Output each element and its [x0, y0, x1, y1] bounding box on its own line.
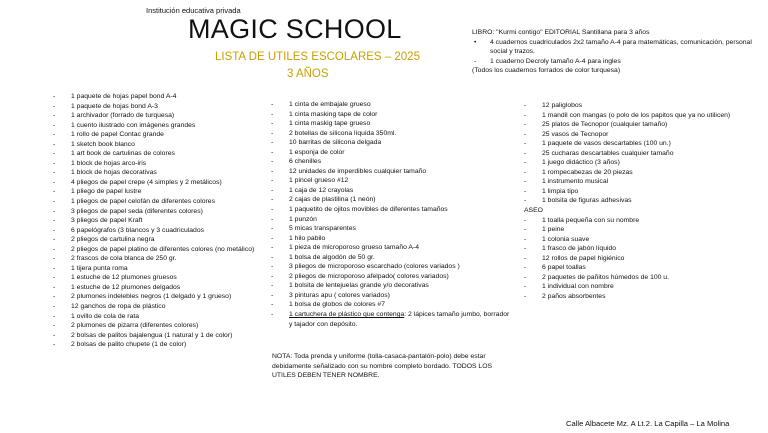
list-item-text: 1 colonia suave [542, 235, 590, 243]
bullet-marker: - [271, 282, 274, 290]
list-item-text: 2 bolsas de palito chupete (1 de color) [71, 341, 187, 349]
list-item [53, 149, 273, 159]
supplies-column-3 [524, 101, 744, 301]
list-item-text: 2 paños absorbentes [542, 292, 606, 300]
list-item-text: 1 paquete de vasos descartables (100 un.) [542, 140, 671, 148]
list-item [271, 176, 513, 186]
bullet-marker: - [53, 150, 56, 158]
list-item-text: 3 pinturas apu ( colores variados) [289, 291, 390, 299]
list-item-text: 12 rollos de papel higiénico [542, 254, 625, 262]
list-item-text: 2 pliegos de papel platino de diferentes colores (no metálico) [71, 245, 255, 253]
list-item-text: 1 cuento ilustrado con imágenes grandes [71, 121, 196, 129]
list-item-text: 1 caja de 12 crayolas [289, 186, 354, 194]
list-item-text: 2 bolsas de palitos bajalengua (1 natural y 1 de color) [71, 331, 233, 339]
list-item-text: 1 block de hojas decorativas [71, 169, 157, 177]
bullet-marker: - [53, 207, 56, 215]
list-item [524, 101, 744, 111]
list-item [271, 262, 513, 272]
bullet-marker: - [524, 168, 527, 176]
bullet-marker: - [524, 226, 527, 234]
list-item-text: 25 cucharas descartables cualquier tamaño [542, 149, 674, 157]
bullet-marker: - [524, 283, 527, 291]
book-item-text: 4 cuadernos cuadriculados 2x2 tamaño A-4 para matemáticas, comunicación, personal social y trazos. [490, 38, 752, 56]
aseo-item [524, 263, 744, 273]
supplies-column-2 [271, 100, 513, 329]
list-item-text: 25 vasos de Tecnopor [542, 130, 609, 138]
list-item-text: 1 frasco de jabón líquido [542, 245, 617, 253]
book-item [472, 38, 762, 57]
list-item [524, 158, 744, 168]
list-item [271, 195, 513, 205]
book-footer-note: (Todos los cuadernos forrados de color turquesa) [472, 67, 621, 75]
bullet-marker: - [53, 169, 56, 177]
book-section [472, 28, 762, 76]
bullet-marker: - [271, 206, 274, 214]
list-item-text: 1 juego didáctico (3 años) [542, 159, 620, 167]
bullet-marker: - [271, 101, 274, 108]
list-item [53, 216, 273, 226]
bullet-marker: - [53, 102, 56, 110]
list-item [524, 130, 744, 140]
list-item [271, 186, 513, 196]
list-item [271, 291, 513, 301]
bullet-marker: - [53, 274, 56, 282]
list-item [53, 92, 273, 102]
list-item-text: 1 peine [542, 226, 565, 234]
list-item [524, 120, 744, 130]
list-item-text: 6 papelógrafos (3 blancos y 3 cuadriculados [71, 226, 205, 234]
bullet-marker: - [271, 215, 274, 223]
list-item [53, 321, 273, 331]
aseo-item [524, 244, 744, 254]
bullet-marker: - [271, 263, 274, 271]
bullet-marker: - [271, 120, 274, 128]
list-item [271, 272, 513, 282]
bullet-marker: - [53, 112, 56, 120]
bullet-marker: - [53, 331, 56, 339]
list-item-text: 1 estuche de 12 plumones delgados [71, 283, 181, 291]
list-item-text: 1 individual con nombre [542, 283, 614, 291]
list-item [524, 111, 744, 121]
bullet-marker: - [53, 293, 56, 301]
list-item [271, 281, 513, 291]
list-item [53, 302, 273, 312]
list-item-text: 1 paquete de hojas bond A-3 [71, 102, 158, 110]
list-item [271, 148, 513, 158]
bullet-marker: - [524, 159, 527, 167]
bullet-marker: - [53, 131, 56, 139]
list-item [524, 149, 744, 159]
note-text: NOTA: Toda prenda y uniforme (tolla-casaca-pantalón-polo) debe estar debidamente señalizado con su nombre completo bordado. TODOS LOS UTILES DEBEN TENER NOMBRE. [272, 353, 493, 380]
list-item-text: 1 punzón [289, 215, 317, 223]
bullet-marker: - [524, 273, 527, 281]
list-item [524, 168, 744, 178]
list-item-text: 25 platos de Tecnopor (cualquier tamaño) [542, 121, 668, 129]
list-item-text: 1 bolsita de figuras adhesivas [542, 197, 632, 205]
bullet-marker: - [271, 139, 274, 147]
list-item-text: 1 pieza de microporoso grueso tamaño A-4 [289, 244, 419, 252]
list-item-text: 1 estuche de 12 plumones gruesos [71, 274, 177, 282]
pencil-case-label: 1 cartuchera de plástico que contenga [289, 311, 405, 319]
list-item [271, 300, 513, 310]
aseo-heading: ASEO [524, 207, 543, 215]
list-item-text: 1 paquete de hojas papel bond A-4 [71, 93, 177, 100]
bullet-marker: - [524, 292, 527, 300]
bullet-marker: - [524, 111, 527, 119]
list-item [53, 187, 273, 197]
list-item [53, 178, 273, 188]
list-item [53, 312, 273, 322]
list-item [53, 254, 273, 264]
list-item-text: 1 limpia tipo [542, 187, 579, 195]
bullet-marker: - [53, 178, 56, 186]
book-item-text: 1 cuaderno Decroly tamaño A-4 para ingles [490, 57, 621, 65]
list-item-text: 1 bolsa de globos de colores #7 [289, 301, 385, 309]
aseo-item [524, 225, 744, 235]
bullet-marker: - [271, 129, 274, 137]
list-item [53, 264, 273, 274]
bullet-marker: - [271, 311, 274, 319]
list-item [53, 121, 273, 131]
list-item-text: 1 rompecabezas de 20 piezas [542, 168, 633, 176]
list-item [271, 234, 513, 244]
list-item-text: 1 art book de cartulinas de colores [71, 150, 175, 158]
bullet-marker: - [271, 301, 274, 309]
list-item-text: 6 papel toallas [542, 264, 586, 272]
list-item [53, 340, 273, 350]
list-item-text: 1 tijera punta roma [71, 264, 128, 272]
list-item-text: 2 cajas de plastilina (1 neón) [289, 196, 376, 204]
list-item [271, 224, 513, 234]
aseo-item [524, 282, 744, 292]
bullet-marker: - [524, 245, 527, 253]
list-item-text: 10 barritas de silicona delgada [289, 139, 382, 147]
bullet-marker: - [524, 140, 527, 148]
bullet-marker: - [524, 187, 527, 195]
list-item-text: 1 mandil con mangas (o polo de los papitos que ya no utilicen) [542, 111, 731, 119]
bullet-marker: - [53, 159, 56, 167]
bullet-marker: - [53, 341, 56, 349]
bullet-marker: - [524, 264, 527, 272]
list-item-text: 1 pincel grueso #12 [289, 177, 349, 185]
bullet-marker: - [271, 291, 274, 299]
list-item [53, 207, 273, 217]
list-item-text: 4 pliegos de papel crepe (4 simples y 2 metálicos) [71, 178, 222, 186]
list-item-text: 2 frascos de cola blanca de 250 gr. [71, 255, 177, 263]
list-item-text: 2 pliegos de microporoso afelpado( colores variados) [289, 272, 449, 280]
bullet-marker: - [271, 177, 274, 185]
list-item [53, 226, 273, 236]
bullet-marker: - [53, 217, 56, 225]
bullet-marker: - [53, 93, 56, 100]
bullet-marker: - [524, 149, 527, 157]
list-item [271, 205, 513, 215]
list-item [53, 331, 273, 341]
list-item [524, 177, 744, 187]
book-title: LIBRO: "Kurmi contigo" EDITORIAL Santillana para 3 años [472, 29, 650, 36]
list-item-text: 1 instrumento musical [542, 178, 609, 186]
aseo-item [524, 235, 744, 245]
bullet-marker: - [53, 236, 56, 244]
bullet-marker: - [271, 225, 274, 233]
list-item [53, 197, 273, 207]
list-item-text: 1 cinta de embajale grueso [289, 101, 371, 108]
list-item-text: 12 paliglobos [542, 102, 583, 109]
bullet-marker: - [53, 264, 56, 272]
list-item-text: 1 ovillo de cola de rata [71, 312, 140, 320]
list-item [524, 139, 744, 149]
list-item [271, 110, 513, 120]
list-item [271, 119, 513, 129]
bullet-marker: - [524, 178, 527, 186]
list-item-text: 1 pliegos de papel celofán de diferentes colores [71, 198, 215, 206]
list-item-text: 2 botellas de silicona líquida 350ml. [289, 129, 397, 137]
school-address: Calle Albacete Mz. A Lt.2. La Capilla – La Molina [566, 419, 730, 428]
list-item [271, 215, 513, 225]
list-item-text: 3 pliegos de papel Kraft [71, 217, 143, 225]
bullet-marker: - [524, 254, 527, 262]
pencil-case-contents: : 2 lápices tamaño jumbo, borrador y tajador con depósito. [289, 311, 510, 328]
list-item-text: 2 plumones de pizarra (diferentes colores) [71, 322, 199, 330]
list-item [271, 157, 513, 167]
list-item-text: 1 sketch book blanco [71, 140, 135, 148]
aseo-item [524, 216, 744, 226]
list-item [271, 167, 513, 177]
list-item [271, 129, 513, 139]
aseo-item [524, 273, 744, 283]
list-item-text: 3 pliegos de microporoso escarchado (colores variados ) [289, 263, 460, 271]
bullet-marker: - [524, 197, 527, 205]
list-item-text: 1 cinta masking tape de color [289, 110, 378, 118]
list-item [53, 102, 273, 112]
bullet-marker: - [271, 234, 274, 242]
bullet-marker: - [53, 140, 56, 148]
bullet-marker: - [53, 245, 56, 253]
list-item [271, 243, 513, 253]
list-item-text: 1 esponja de color [289, 148, 345, 156]
bullet-marker: - [474, 57, 477, 65]
book-item [472, 57, 762, 67]
bullet-marker: - [524, 121, 527, 129]
list-item-text: 1 archivador (forrado de turquesa) [71, 112, 175, 120]
list-item [271, 253, 513, 263]
list-item-text: 1 block de hojas arco-iris [71, 159, 147, 167]
bullet-marker: - [53, 255, 56, 263]
list-item [53, 111, 273, 121]
bullet-marker: - [53, 312, 56, 320]
aseo-item [524, 292, 744, 302]
page-title: MAGIC SCHOOL [188, 14, 402, 44]
institution-label: Institución educativa privada [146, 6, 241, 15]
list-item-text: 1 bolsa de algodón de 50 gr. [289, 253, 375, 261]
bullet-marker: - [53, 226, 56, 234]
list-item [53, 140, 273, 150]
list-item [271, 310, 513, 329]
list-item-text: 12 unidades de imperdibles cualquier tamaño [289, 167, 427, 175]
list-item-text: 3 pliegos de papel seda (diferentes colores) [71, 207, 203, 215]
bullet-marker: - [271, 158, 274, 166]
bullet-marker: • [474, 38, 477, 46]
list-item-text: 5 micas transparentes [289, 225, 356, 233]
bullet-marker: - [271, 272, 274, 280]
bullet-marker: - [271, 196, 274, 204]
list-item-text: 1 rollo de papel Contac grande [71, 131, 164, 139]
list-item-text: 1 paquetito de ojitos movibles de diferentes tamaños [289, 206, 448, 214]
list-item [53, 168, 273, 178]
list-item-text: 1 bolsita de lentejuelas grande y/o decorativas [289, 282, 429, 290]
bullet-marker: - [53, 322, 56, 330]
bullet-marker: - [271, 167, 274, 175]
list-item [53, 245, 273, 255]
bullet-marker: - [524, 102, 527, 109]
list-item [524, 196, 744, 206]
bullet-marker: - [271, 186, 274, 194]
list-item [53, 292, 273, 302]
list-item-text: 1 toalla pequeña con su nombre [542, 216, 640, 224]
bullet-marker: - [53, 198, 56, 206]
list-item [53, 273, 273, 283]
bullet-marker: - [271, 110, 274, 118]
bullet-marker: - [53, 283, 56, 291]
list-item [271, 138, 513, 148]
list-subtitle: LISTA DE UTILES ESCOLARES – 2025 [215, 51, 420, 63]
bullet-marker: - [53, 121, 56, 129]
list-item-text: 2 plumones indelebles negros (1 delgado y 1 grueso) [71, 293, 232, 301]
list-item [53, 130, 273, 140]
list-item-text: 6 chenilles [289, 158, 322, 166]
list-item [53, 283, 273, 293]
bullet-marker: - [53, 188, 56, 196]
bullet-marker: - [271, 244, 274, 252]
grade-level: 3 AÑOS [287, 68, 329, 80]
bullet-marker: - [524, 130, 527, 138]
list-item-text: 2 paquetes de pañitos húmedos de 100 u. [542, 273, 669, 281]
supplies-column-1 [53, 92, 273, 350]
list-item [271, 100, 513, 110]
bullet-marker: - [524, 235, 527, 243]
list-item-text: 1 cinta maskig tape grueso [289, 120, 371, 128]
list-item-text: 12 ganchos de ropa de plástico [71, 303, 166, 311]
aseo-item [524, 254, 744, 264]
list-item [53, 159, 273, 169]
list-item [53, 235, 273, 245]
bullet-marker: - [271, 253, 274, 261]
bullet-marker: - [271, 148, 274, 156]
bullet-marker: - [53, 303, 56, 311]
list-item [524, 187, 744, 197]
list-item-text: 1 hilo pabilo [289, 234, 326, 242]
list-item-text: 2 pliegos de cartulina negra [71, 236, 155, 244]
bullet-marker: - [524, 216, 527, 224]
list-item-text: 1 pliego de papel lustre [71, 188, 142, 196]
